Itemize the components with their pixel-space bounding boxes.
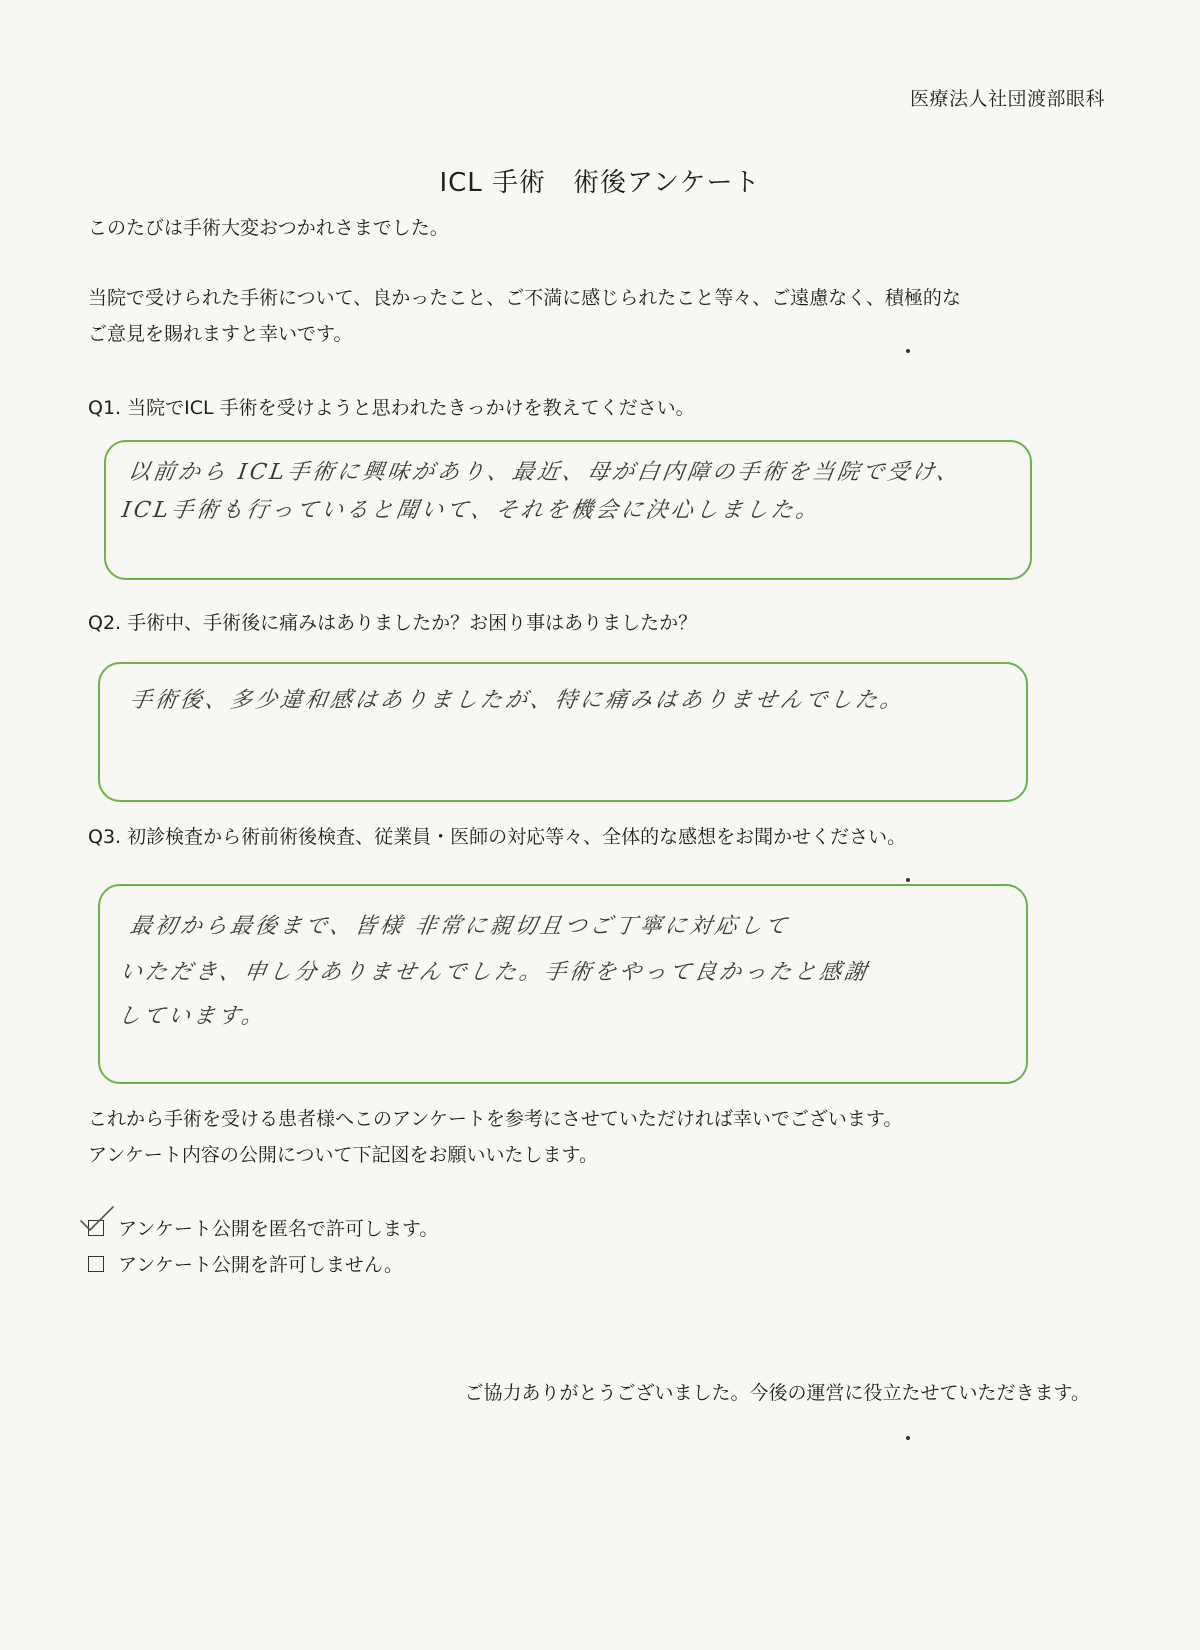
handwritten-answer-3-line2: いただき、申し分ありませんでした。手術をやって良かったと感謝 [118,960,871,985]
handwritten-answer-3-line3: しています。 [116,1004,269,1029]
option-disallow[interactable] [88,1250,403,1277]
clinic-name: 医療法人社団渡部眼科 [909,88,1105,110]
intro-request-line2: ご意見を賜れますと幸いです。 [88,323,353,345]
handwritten-answer-1-line2: ICL手術も行っていると聞いて、それを機会に決心しました。 [120,498,823,523]
answer-box-3[interactable] [98,884,1028,1084]
question-2: Q2. 手術中、手術後に痛みはありましたか？お困り事はありましたか？ [88,612,698,634]
intro-thanks: このたびは手術大変おつかれさまでした。 [88,217,449,239]
scan-speck [906,1436,910,1440]
footer-note-line1: これから手術を受ける患者様へこのアンケートを参考にさせていただければ幸いでございます。 [88,1108,903,1130]
option-disallow-label: アンケート公開を許可しません。 [118,1254,404,1276]
handwritten-answer-3-line1: 最初から最後まで、皆様 非常に親切且つご丁寧に対応して [128,914,792,939]
footer-note-line2: アンケート内容の公開について下記図をお願いいたします。 [88,1144,598,1166]
option-allow-anonymous[interactable] [88,1214,438,1241]
question-1: Q1. 当院でICL 手術を受けようと思われたきっかけを教えてください。 [88,397,695,419]
answer-box-2[interactable] [98,662,1028,802]
scan-speck [906,878,910,882]
answer-box-1[interactable] [104,440,1032,580]
checkbox-disallow[interactable] [88,1256,104,1272]
handwritten-answer-2-line1: 手術後、多少違和感はありましたが、特に痛みはありませんでした。 [128,688,907,713]
scan-speck [906,349,910,353]
checkmark-icon [77,1205,117,1237]
option-allow-anonymous-label: アンケート公開を匿名で許可します。 [118,1218,439,1240]
survey-title: ICL 手術 術後アンケート [439,168,761,198]
checkbox-allow-anonymous[interactable] [88,1220,104,1236]
question-3: Q3. 初診検査から術前術後検査、従業員・医師の対応等々、全体的な感想をお聞かせください。 [88,826,907,848]
intro-request-line1: 当院で受けられた手術について、良かったこと、ご不満に感じられたこと等々、ご遠慮なく、積極的な [88,287,961,309]
handwritten-answer-1-line1: 以前から ICL手術に興味があり、最近、母が白内障の手術を当院で受け、 [126,460,964,485]
closing-message: ご協力ありがとうございました。今後の運営に役立たせていただきます。 [464,1382,1090,1404]
